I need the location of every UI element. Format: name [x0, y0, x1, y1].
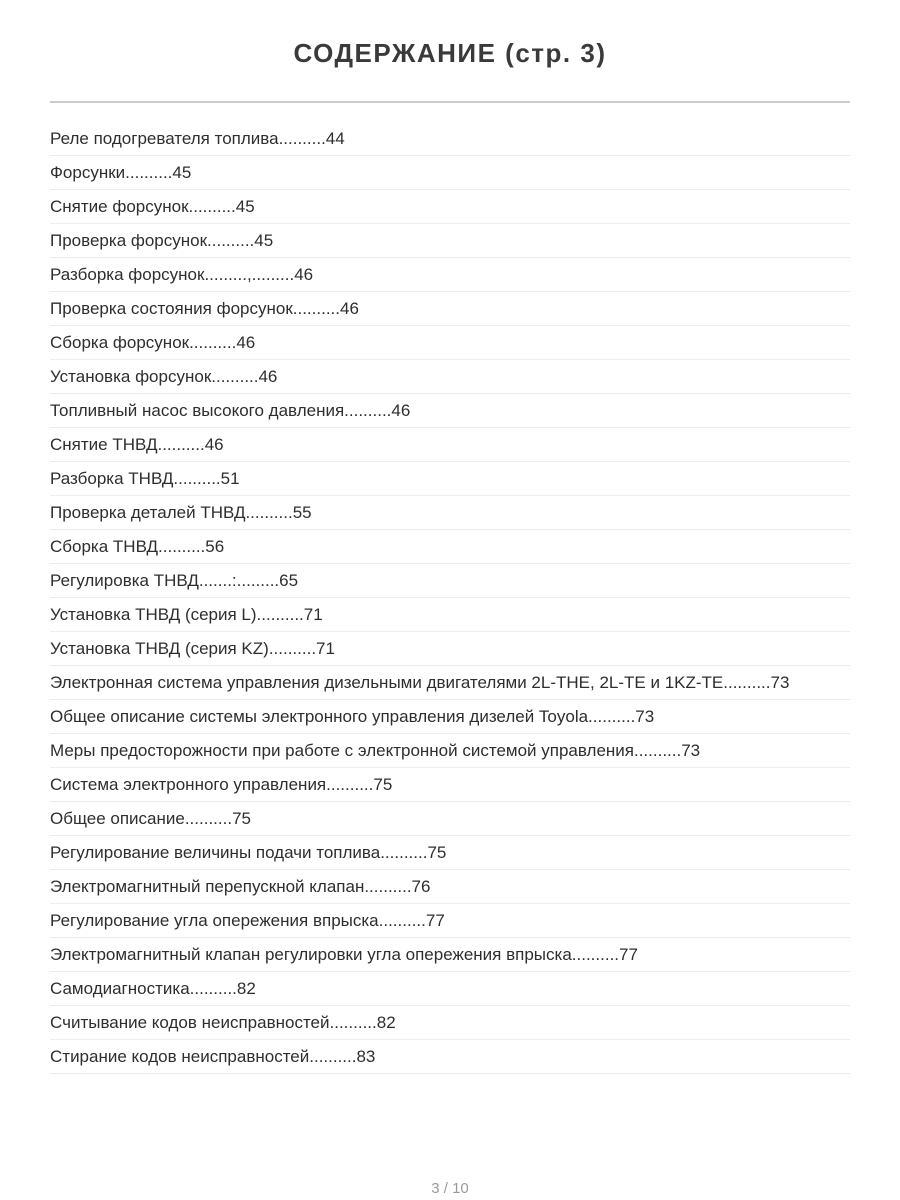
toc-entry [50, 632, 850, 666]
toc-entry-text: Снятие форсунок..........45 [50, 197, 255, 216]
toc-entry-text: Считывание кодов неисправностей..........82 [50, 1013, 396, 1032]
toc-entry-text: Общее описание..........75 [50, 809, 251, 828]
toc-entry-text: Электромагнитный клапан регулировки угла опережения впрыска..........77 [50, 945, 638, 964]
toc-list [50, 122, 850, 1074]
toc-entry-text: Разборка ТНВД..........51 [50, 469, 240, 488]
toc-entry-text: Снятие ТНВД..........46 [50, 435, 224, 454]
toc-entry-text: Разборка форсунок.........,.........46 [50, 265, 314, 284]
toc-entry [50, 122, 850, 156]
toc-entry [50, 360, 850, 394]
toc-entry [50, 530, 850, 564]
toc-entry-text: Регулировка ТНВД.......:.........65 [50, 571, 299, 590]
toc-entry [50, 700, 850, 734]
document-page [0, 38, 900, 1200]
toc-entry [50, 326, 850, 360]
toc-entry [50, 972, 850, 1006]
toc-entry [50, 394, 850, 428]
toc-entry [50, 156, 850, 190]
toc-entry [50, 598, 850, 632]
toc-entry [50, 224, 850, 258]
toc-entry [50, 870, 850, 904]
toc-entry [50, 190, 850, 224]
toc-entry-text: Установка форсунок..........46 [50, 367, 278, 386]
toc-entry-text: Самодиагностика..........82 [50, 979, 256, 998]
toc-entry [50, 836, 850, 870]
toc-entry [50, 496, 850, 530]
toc-entry [50, 564, 850, 598]
toc-entry [50, 666, 850, 700]
toc-entry-text: Проверка форсунок..........45 [50, 231, 274, 250]
toc-entry [50, 802, 850, 836]
toc-entry-text: Регулирование величины подачи топлива..........75 [50, 843, 447, 862]
toc-entry-text: Общее описание системы электронного управления дизелей Toyola..........73 [50, 707, 655, 726]
toc-entry [50, 292, 850, 326]
toc-entry [50, 462, 850, 496]
toc-entry [50, 428, 850, 462]
toc-entry [50, 1040, 850, 1074]
toc-entry-text: Установка ТНВД (серия L)..........71 [50, 605, 323, 624]
toc-entry [50, 258, 850, 292]
toc-entry-text: Сборка ТНВД..........56 [50, 537, 225, 556]
toc-entry [50, 1006, 850, 1040]
toc-entry [50, 768, 850, 802]
toc-entry [50, 734, 850, 768]
toc-entry-text: Стирание кодов неисправностей..........83 [50, 1047, 376, 1066]
toc-entry [50, 938, 850, 972]
toc-entry-text: Электронная система управления дизельными двигателями 2L-THE, 2L-TE и 1KZ-TE..........73 [50, 673, 790, 692]
toc-entry-text: Проверка состояния форсунок..........46 [50, 299, 359, 318]
title-divider [50, 101, 850, 103]
toc-entry-text: Проверка деталей ТНВД..........55 [50, 503, 312, 522]
page-title: СОДЕРЖАНИЕ (стр. 3) [293, 38, 607, 68]
page-number-indicator: 3 / 10 [431, 1180, 469, 1197]
toc-entry-text: Электромагнитный перепускной клапан..........76 [50, 877, 431, 896]
toc-entry-text: Сборка форсунок..........46 [50, 333, 256, 352]
toc-entry-text: Система электронного управления..........75 [50, 775, 393, 794]
toc-entry-text: Меры предосторожности при работе с электронной системой управления..........73 [50, 741, 701, 760]
toc-entry-text: Регулирование угла опережения впрыска..........77 [50, 911, 445, 930]
toc-entry-text: Реле подогревателя топлива..........44 [50, 129, 345, 148]
toc-entry-text: Форсунки..........45 [50, 163, 192, 182]
toc-entry-text: Установка ТНВД (серия KZ)..........71 [50, 639, 335, 658]
toc-entry [50, 904, 850, 938]
toc-entry-text: Топливный насос высокого давления..........46 [50, 401, 411, 420]
